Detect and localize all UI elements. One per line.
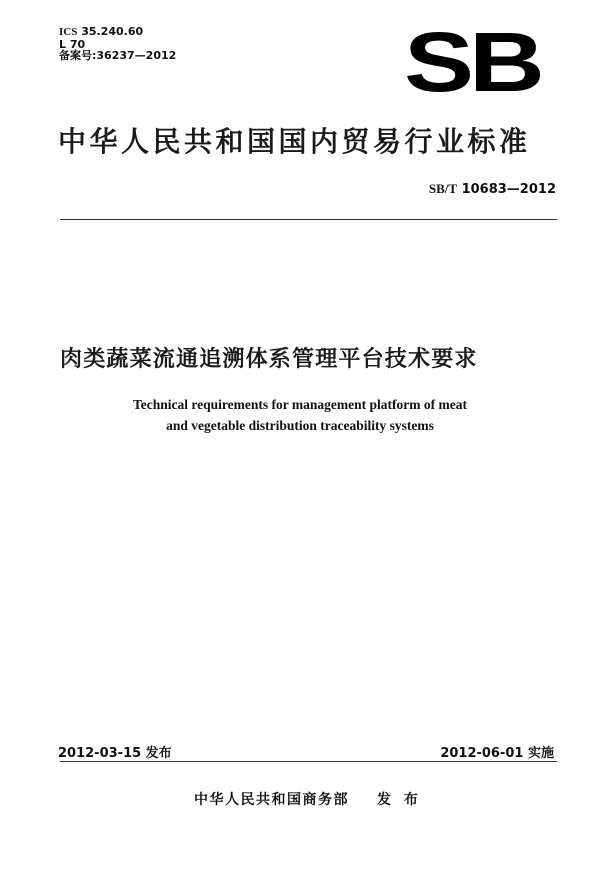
- filing-number: 备案号:36237—2012: [59, 49, 177, 62]
- standard-title: 中华人民共和国国内贸易行业标准: [58, 125, 531, 158]
- ics-code: [59, 26, 176, 39]
- publisher-name: 中华人民共和国商务部: [194, 792, 349, 808]
- standard-code: [429, 181, 556, 197]
- footer-divider: [60, 761, 557, 762]
- document-metadata: [59, 26, 176, 62]
- document-title-en-line2: and vegetable distribution traceability systems: [166, 418, 434, 433]
- classification-code: L 70: [59, 37, 86, 51]
- document-title-en: [0, 394, 600, 436]
- document-title-en-line1: Technical requirements for management platform of meat: [133, 397, 467, 412]
- issue-date: 2012-03-15 发布: [58, 746, 172, 761]
- standard-code-number: 10683—2012: [461, 182, 556, 197]
- effective-date: 2012-06-01 实施: [440, 746, 554, 761]
- document-title-zh: 肉类蔬菜流通追溯体系管理平台技术要求: [60, 347, 478, 372]
- sb-logo: SB: [404, 15, 540, 109]
- ics-label: ICS: [59, 26, 78, 38]
- publisher-action: 发 布: [377, 792, 422, 808]
- publisher: [194, 789, 422, 809]
- ics-value: 35.240.60: [81, 25, 144, 38]
- standard-code-prefix: SB/T: [428, 181, 458, 196]
- header-divider: [60, 219, 557, 220]
